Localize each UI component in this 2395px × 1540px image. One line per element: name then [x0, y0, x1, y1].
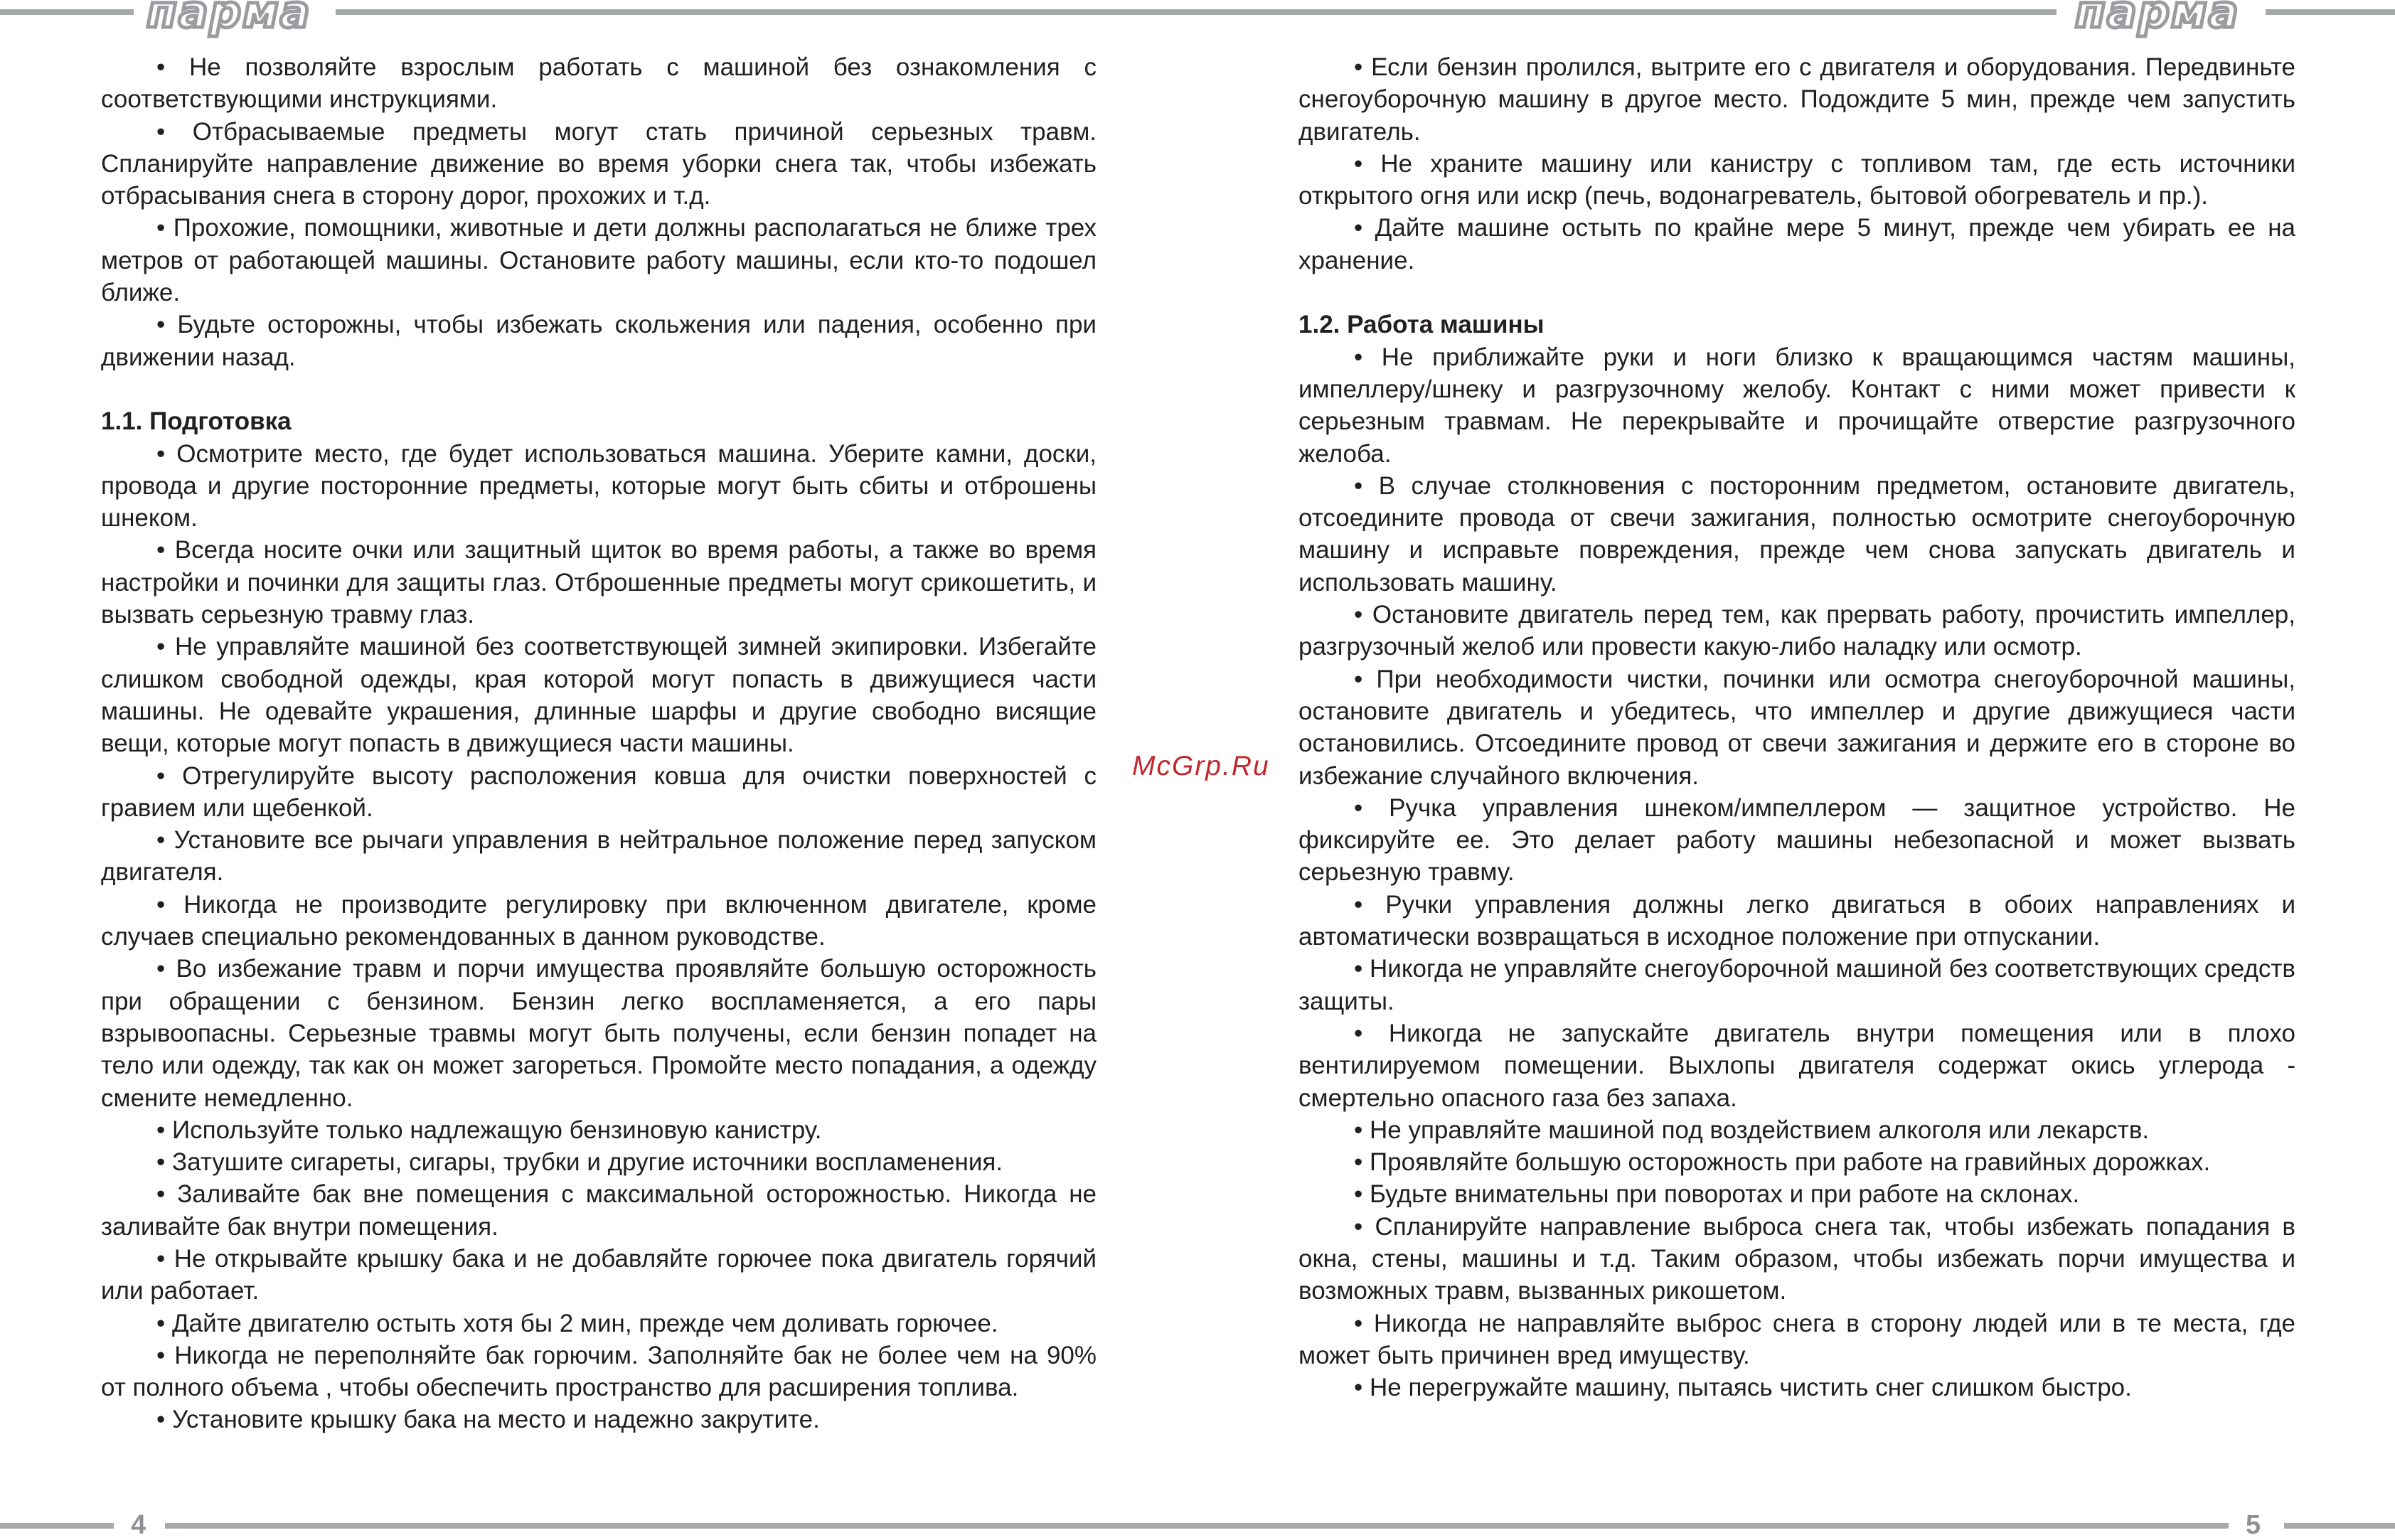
list-item: • Ручка управления шнеком/импеллером — защитное устройство. Не фиксируйте ее. Это делает работу машины небезопасной и может вызвать серьезную травму. — [1298, 793, 2295, 887]
paragraph: • Отбрасываемые предметы могут стать причиной серьезных травм. Спланируйте направление движение во время уборки снега так, чтобы избежать отбрасывания снега в сторону дорог, прохожих и т.д. — [101, 117, 1097, 210]
spacer — [1298, 277, 2295, 309]
paragraph: • Не храните машину или канистру с топливом там, где есть источники открытого огня или искр (печь, водонагреватель, бытовой обогреватель и пр.). — [1298, 149, 2295, 210]
paragraph: • Дайте машине остыть по крайне мере 5 минут, прежде чем убирать ее на хранение. — [1298, 214, 2295, 274]
paragraph: • Если бензин пролился, вытрите его с двигателя и оборудования. Передвиньте снегоуборочную машину в другое место. Подождите 5 мин, прежде чем запустить двигатель. — [1298, 53, 2295, 146]
list-item: • Во избежание травм и порчи имущества проявляйте большую осторожность при обращении с бензином. Бензин легко воспламеняется, а его пары взрывоопасны. Серьезные травмы могут быть получены, если бензин попадет на тело или одежду, так как он может загореться. Промойте место попадания, а одежду смените немедленно. — [101, 955, 1097, 1112]
footer-rule-left-a — [0, 1523, 114, 1529]
header-rule-left-a — [0, 9, 134, 15]
spacer — [101, 373, 1097, 405]
list-item: • Отрегулируйте высоту расположения ковша для очистки поверхностей с гравием или щебенкой. — [101, 761, 1097, 822]
page-number-right: 5 — [2246, 1510, 2261, 1540]
list-item: • Проявляйте большую осторожность при работе на гравийных дорожках. — [1354, 1148, 2211, 1177]
list-item: • Осмотрите место, где будет использоваться машина. Уберите камни, доски, провода и другие посторонние предметы, которые могут быть сбиты и отброшены шнеком. — [101, 439, 1097, 533]
left-page-column — [101, 51, 1097, 1436]
paragraph: • Будьте осторожны, чтобы избежать скольжения или падения, особенно при движении назад. — [101, 311, 1097, 371]
right-page-column — [1298, 51, 2295, 1403]
list-item: • Никогда не производите регулировку при включенном двигателе, кроме случаев специально рекомендованных в данном руководстве. — [101, 890, 1097, 951]
paragraph: • Не позволяйте взрослым работать с машиной без ознакомления с соответствующими инструкциями. — [101, 53, 1097, 114]
list-item: • Заливайте бак вне помещения с максимальной осторожностью. Никогда не заливайте бак внутри помещения. — [101, 1180, 1097, 1241]
list-item: • Будьте внимательны при поворотах и при работе на склонах. — [1354, 1180, 2080, 1209]
list-item: • Установите все рычаги управления в нейтральное положение перед запуском двигателя. — [101, 826, 1097, 887]
list-item: • Не открывайте крышку бака и не добавляйте горючее пока двигатель горячий или работает. — [101, 1244, 1097, 1305]
list-item: • Никогда не запускайте двигатель внутри помещения или в плохо вентилируемом помещении. Выхлопы двигателя содержат окись углерода - смертельно опасного газа без запаха. — [1298, 1019, 2295, 1112]
list-item: • Дайте двигателю остыть хотя бы 2 мин, прежде чем доливать горючее. — [156, 1309, 998, 1337]
list-item: • Не перегружайте машину, пытаясь чистить снег слишком быстро. — [1354, 1374, 2132, 1402]
list-item: • Никогда не направляйте выброс снега в сторону людей или в те места, где может быть причинен вред имуществу. — [1298, 1309, 2295, 1369]
list-item: • Установите крышку бака на место и надежно закрутите. — [156, 1406, 820, 1434]
list-item: • При необходимости чистки, починки или осмотра снегоуборочной машины, остановите двигатель и убедитесь, что импеллер и другие движущиеся части остановились. Отсоедините провод от свечи зажигания и держите его в стороне во избежание случайного включения. — [1298, 665, 2295, 790]
section-heading-preparation: 1.1. Подготовка — [101, 407, 292, 436]
footer-rule-center — [165, 1523, 2229, 1529]
list-item: • Ручки управления должны легко двигаться в обоих направлениях и автоматически возвращаться в исходное положение при отпускании. — [1298, 890, 2295, 951]
brand-logo-right: парма — [2075, 0, 2240, 38]
list-item: • Используйте только надлежащую бензиновую канистру. — [156, 1116, 822, 1144]
list-item: • В случае столкновения с посторонним предметом, остановите двигатель, отсоедините провода от свечи зажигания, полностью осмотрите снегоуборочную машину и исправьте повреждения, прежде чем снова запускать двигатель и использовать машину. — [1298, 471, 2295, 597]
list-item: • Спланируйте направление выброса снега так, чтобы избежать попадания в окна, стены, машины и т.д. Таким образом, чтобы избежать порчи имущества и возможных травм, вызванных рикошетом. — [1298, 1212, 2295, 1305]
list-item: • Всегда носите очки или защитный щиток во время работы, а также во время настройки и починки для защиты глаз. Отброшенные предметы могут срикошетить, и вызвать серьезную травму глаз. — [101, 536, 1097, 629]
list-item: • Не управляйте машиной без соответствующей зимней экипировки. Избегайте слишком свободной одежды, края которой могут попасть в движущиеся части машины. Не одевайте украшения, длинные шарфы и другие свободно висящие вещи, которые могут попасть в движущиеся части машины. — [101, 633, 1097, 758]
list-item: • Не управляйте машиной под воздействием алкоголя или лекарств. — [1354, 1116, 2150, 1144]
header-rule-right — [2266, 9, 2395, 15]
list-item: • Затушите сигареты, сигары, трубки и другие источники воспламенения. — [156, 1148, 1003, 1177]
list-item: • Остановите двигатель перед тем, как прервать работу, прочистить импеллер, разгрузочный желоб или провести какую-либо наладку или осмотр. — [1298, 601, 2295, 661]
brand-logo-left: парма — [146, 0, 311, 38]
page-number-left: 4 — [131, 1510, 146, 1540]
paragraph: • Прохожие, помощники, животные и дети должны располагаться не ближе трех метров от работающей машины. Остановите работу машины, если кто-то подошел ближе. — [101, 214, 1097, 307]
list-item: • Никогда не управляйте снегоуборочной машиной без соответствующих средств защиты. — [1298, 955, 2295, 1015]
section-heading-operation: 1.2. Работа машины — [1298, 311, 1545, 339]
list-item: • Никогда не переполняйте бак горючим. Заполняйте бак не более чем на 90% от полного объема , чтобы обеспечить пространство для расширения топлива. — [101, 1341, 1097, 1402]
footer-rule-right — [2284, 1523, 2395, 1529]
header-rule-left-b — [336, 9, 2057, 15]
list-item: • Не приближайте руки и ноги близко к вращающимся частям машины, импеллеру/шнеку и разгрузочному желобу. Контакт с ними может привести к серьезным травмам. Не перекрывайте и прочищайте отверстие разгрузочного желоба. — [1298, 343, 2295, 468]
watermark-text: McGrp.Ru — [1132, 751, 1270, 781]
